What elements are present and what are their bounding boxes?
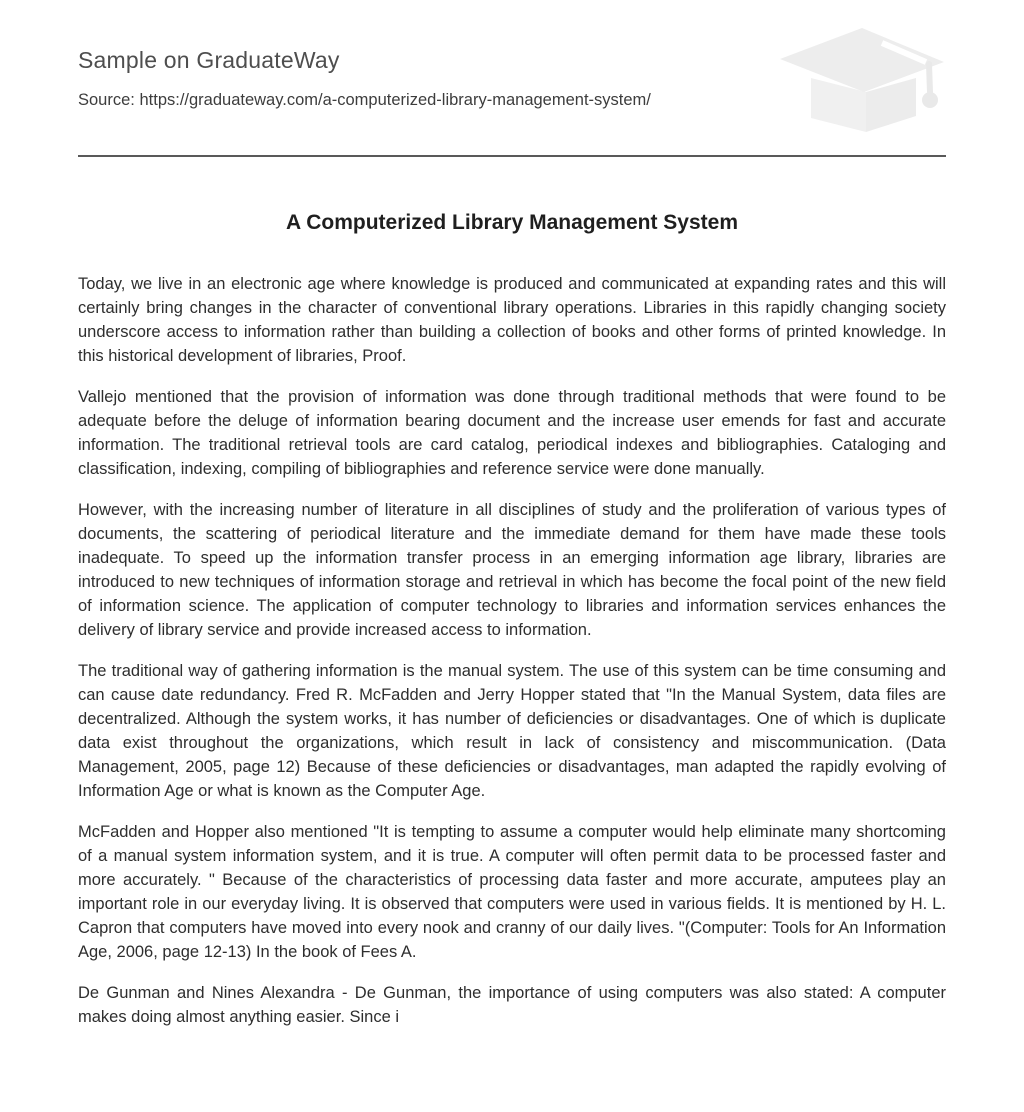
document-title: A Computerized Library Management System (286, 211, 738, 234)
source-label: Source: (78, 91, 135, 109)
paragraph: McFadden and Hopper also mentioned "It is tempting to assume a computer would help eliminate many shortcoming of a manual system information system, and it is true. A computer will often permit data to be processed faster and more accurately. " Because of the characteristics of processing data faster and more accurate, amputees play an important role in our everyday living. It is observed that computers were used in various fields. It is mentioned by H. L. Capron that computers have moved into every nook and cranny of our daily lives. "(Computer: Tools for An Information Age, 2006, page 12-13) In the book of Fees A. (78, 823, 946, 961)
sample-heading: Sample on GraduateWay (78, 47, 340, 73)
paragraph: De Gunman and Nines Alexandra - De Gunman, the importance of using computers was also stated: A computer makes doing almost anything easier. Since i (78, 984, 946, 1026)
paragraph: Today, we live in an electronic age where knowledge is produced and communicated at expanding rates and this will certainly bring changes in the character of conventional library operations. Libraries in this rapidly changing society underscore access to information rather than building a collection of books and other forms of printed knowledge. In this historical development of libraries, Proof. (78, 275, 946, 365)
graduation-cap-icon (778, 26, 948, 138)
document-body (78, 272, 946, 1029)
paragraph: Vallejo mentioned that the provision of information was done through traditional methods that were found to be adequate before the deluge of information bearing document and the increase user emends for fast and accurate information. The traditional retrieval tools are card catalog, periodical indexes and bibliographies. Cataloging and classification, indexing, compiling of bibliographies and reference service were done manually. (78, 388, 946, 478)
paragraph: The traditional way of gathering information is the manual system. The use of this system can be time consuming and can cause date redundancy. Fred R. McFadden and Jerry Hopper stated that "In the Manual System, data files are decentralized. Although the system works, it has number of deficiencies or disadvantages. One of which is duplicate data exist throughout the organizations, which result in lack of consistency and miscommunication. (Data Management, 2005, page 12) Because of these deficiencies or disadvantages, man adapted the rapidly evolving of Information Age or what is known as the Computer Age. (78, 662, 946, 800)
paragraph: However, with the increasing number of literature in all disciplines of study and the proliferation of various types of documents, the scattering of periodical literature and the immediate demand for them have made these tools inadequate. To speed up the information transfer process in an emerging information age library, libraries are introduced to new techniques of information storage and retrieval in which has become the focal point of the new field of information science. The application of computer technology to libraries and information services enhances the delivery of library service and provide increased access to information. (78, 501, 946, 639)
source-url-link[interactable]: https://graduateway.com/a-computerized-library-management-system/ (139, 91, 651, 109)
